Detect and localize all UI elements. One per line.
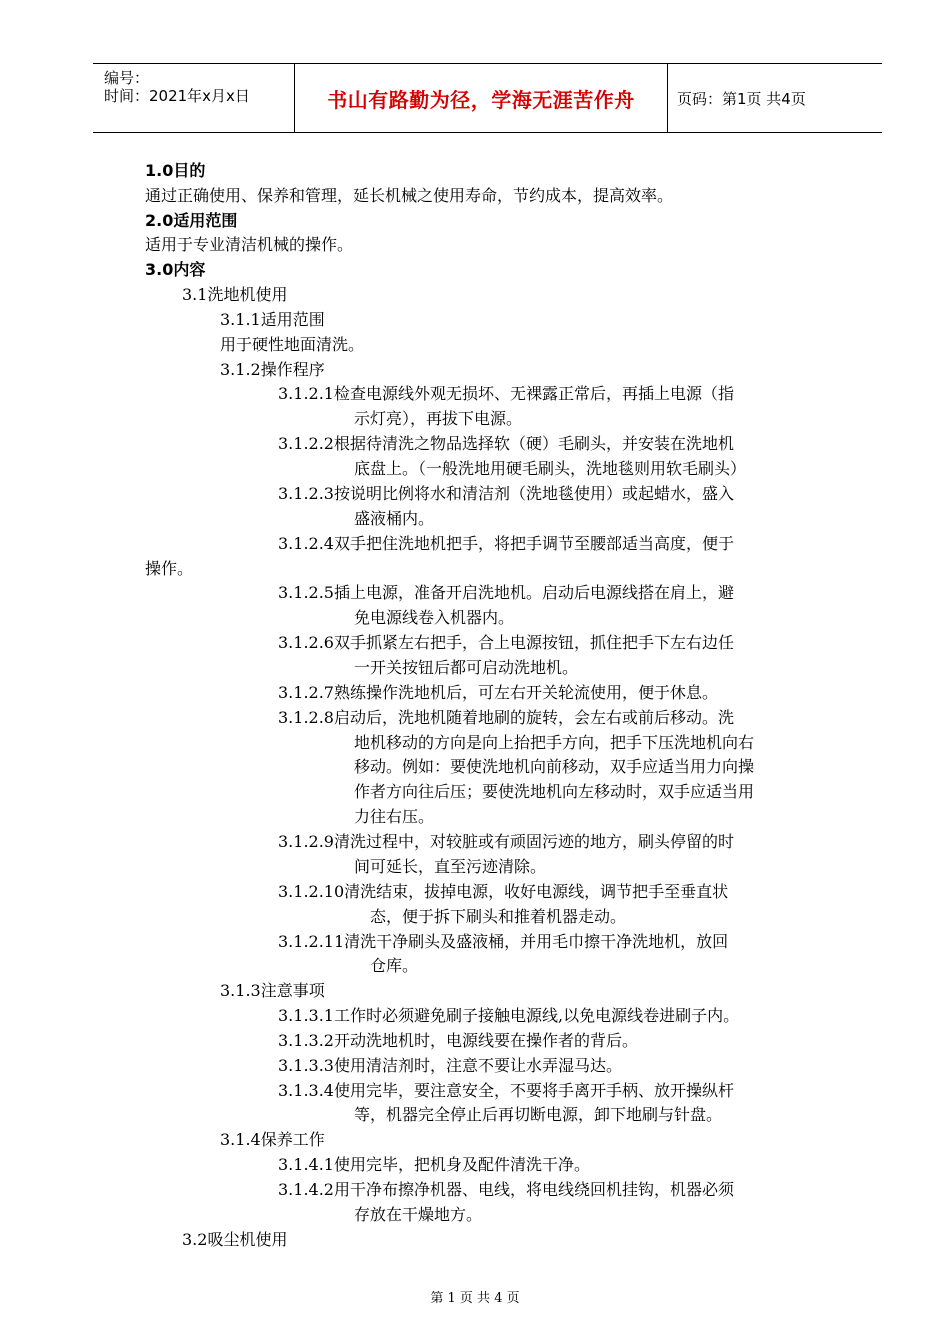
step-3-1-2-6-line-2: 一开关按钮后都可启动洗地机。 [354, 658, 579, 677]
section-2-text: 适用于专业清洁机械的操作。 [145, 235, 354, 254]
header-motto: 书山有路勤为径，学海无涯苦作舟 [327, 87, 635, 112]
step-3-1-2-11-line-1: 3.1.2.11清洗干净刷头及盛液桶，并用毛巾擦干净洗地机，放回 [278, 932, 729, 951]
maintenance-3-1-4-1: 3.1.4.1使用完毕，把机身及配件清洗干净。 [278, 1155, 590, 1174]
step-3-1-2-10-line-2: 态，便于拆下刷头和推着机器走动。 [370, 907, 627, 926]
note-3-1-3-3: 3.1.3.3使用清洁剂时，注意不要让水弄湿马达。 [278, 1056, 622, 1075]
step-3-1-2-8-line-4: 作者方向往后压；要使洗地机向左移动时，双手应适当用 [354, 782, 755, 801]
maintenance-3-1-4-2-line-2: 存放在干燥地方。 [354, 1205, 483, 1224]
step-3-1-2-3-line-2: 盛液桶内。 [354, 509, 435, 528]
step-3-1-2-8-line-2: 地机移动的方向是向上抬把手方向，把手下压洗地机向右 [354, 733, 755, 752]
step-3-1-2-9-line-1: 3.1.2.9清洗过程中，对较脏或有顽固污迹的地方，刷头停留的时 [278, 832, 734, 851]
page-footer: 第 1 页 共 4 页 [430, 1291, 520, 1306]
step-3-1-2-11-line-2: 仓库。 [370, 956, 419, 975]
step-3-1-2-2-line-2: 底盘上。（一般洗地用硬毛刷头，洗地毯则用软毛刷头） [354, 459, 747, 478]
header-page-label: 页码：第1页 共4页 [677, 89, 806, 108]
section-3-1-1-text: 用于硬性地面清洗。 [220, 335, 365, 354]
step-3-1-2-5-line-2: 免电源线卷入机器内。 [354, 608, 515, 627]
step-3-1-2-7: 3.1.2.7熟练操作洗地机后，可左右开关轮流使用，便于休息。 [278, 683, 718, 702]
section-2-title: 2.0适用范围 [145, 211, 238, 230]
note-3-1-3-1: 3.1.3.1工作时必须避免刷子接触电源线,以免电源线卷进刷子内。 [278, 1006, 740, 1025]
step-3-1-2-4-line-1: 3.1.2.4双手把住洗地机把手，将把手调节至腰部适当高度，便于 [278, 534, 734, 553]
note-3-1-3-2: 3.1.3.2开动洗地机时，电源线要在操作者的背后。 [278, 1031, 638, 1050]
step-3-1-2-8-line-1: 3.1.2.8启动后，洗地机随着地刷的旋转，会左右或前后移动。洗 [278, 708, 734, 727]
step-3-1-2-10-line-1: 3.1.2.10清洗结束，拔掉电源，收好电源线，调节把手至垂直状 [278, 882, 729, 901]
step-3-1-2-8-line-3: 移动。例如：要使洗地机向前移动，双手应适当用力向操 [354, 757, 755, 776]
step-3-1-2-1-line-2: 示灯亮），再拔下电源。 [354, 409, 523, 428]
step-3-1-2-2-line-1: 3.1.2.2根据待清洗之物品选择软（硬）毛刷头，并安装在洗地机 [278, 434, 734, 453]
header-info-cell [93, 64, 295, 132]
section-1-text: 通过正确使用、保养和管理，延长机械之使用寿命，节约成本，提高效率。 [145, 186, 674, 205]
section-3-1-2-title: 3.1.2操作程序 [220, 360, 325, 379]
section-3-title: 3.0内容 [145, 260, 206, 279]
step-3-1-2-3-line-1: 3.1.2.3按说明比例将水和清洁剂（洗地毯使用）或起蜡水，盛入 [278, 484, 734, 503]
section-1-title: 1.0目的 [145, 161, 206, 180]
document-number-label: 编号： [104, 69, 150, 87]
step-3-1-2-5-line-1: 3.1.2.5插上电源，准备开启洗地机。启动后电源线搭在肩上，避 [278, 583, 734, 602]
section-3-1-3-title: 3.1.3注意事项 [220, 981, 325, 1000]
section-3-1-title: 3.1洗地机使用 [182, 285, 288, 304]
document-time-label: 时间：2021年x月x日 [104, 87, 250, 105]
step-3-1-2-9-line-2: 间可延长，直至污迹清除。 [354, 857, 547, 876]
section-3-2-title: 3.2吸尘机使用 [182, 1230, 288, 1249]
maintenance-3-1-4-2-line-1: 3.1.4.2用干净布擦净机器、电线，将电线绕回机挂钩，机器必须 [278, 1180, 734, 1199]
note-3-1-3-4-line-1: 3.1.3.4使用完毕，要注意安全，不要将手离开手柄、放开操纵杆 [278, 1081, 734, 1100]
document-header [93, 63, 882, 133]
step-3-1-2-1-line-1: 3.1.2.1检查电源线外观无损坏、无裸露正常后，再插上电源（指 [278, 384, 734, 403]
step-3-1-2-4-line-2: 操作。 [145, 559, 194, 578]
step-3-1-2-6-line-1: 3.1.2.6双手抓紧左右把手，合上电源按钮，抓住把手下左右边任 [278, 633, 734, 652]
header-motto-cell [295, 64, 668, 132]
section-3-1-4-title: 3.1.4保养工作 [220, 1130, 325, 1149]
header-page-cell [668, 64, 882, 132]
section-3-1-1-title: 3.1.1适用范围 [220, 310, 325, 329]
step-3-1-2-8-line-5: 力往右压。 [354, 807, 435, 826]
note-3-1-3-4-line-2: 等，机器完全停止后再切断电源，卸下地刷与针盘。 [354, 1105, 723, 1124]
